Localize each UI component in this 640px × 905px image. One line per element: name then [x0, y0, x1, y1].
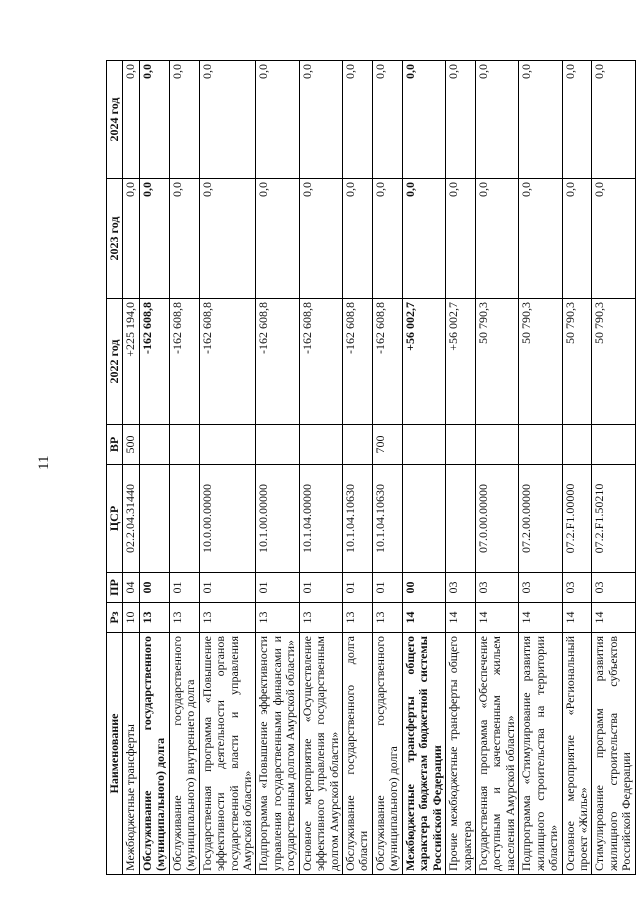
- cell-pr: 03: [475, 573, 518, 603]
- cell-2022: +56 002,7: [446, 299, 476, 425]
- cell-csr: 10.1.04.10630: [343, 465, 373, 573]
- cell-2022: -162 608,8: [256, 299, 299, 425]
- cell-rz: 14: [592, 603, 635, 633]
- cell-2023: 0,0: [475, 179, 518, 299]
- cell-2022: -162 608,8: [299, 299, 342, 425]
- cell-2022: -162 608,8: [343, 299, 373, 425]
- cell-rz: 14: [402, 603, 445, 633]
- cell-name: Государственная программа «Повышение эффективности деятельности органов государственной власти и управления Амурской области»: [199, 633, 256, 875]
- cell-rz: 14: [519, 603, 562, 633]
- cell-vr: [199, 425, 256, 465]
- cell-vr: [343, 425, 373, 465]
- cell-csr: [139, 465, 169, 573]
- cell-pr: 04: [123, 573, 139, 603]
- cell-name: Основное мероприятие «Региональный проект «Жилье»: [562, 633, 592, 875]
- cell-vr: [299, 425, 342, 465]
- cell-2023: 0,0: [446, 179, 476, 299]
- cell-vr: [519, 425, 562, 465]
- cell-2022: -162 608,8: [199, 299, 256, 425]
- cell-csr: 10.1.00.00000: [256, 465, 299, 573]
- cell-rz: 13: [256, 603, 299, 633]
- cell-csr: [402, 465, 445, 573]
- cell-vr: [592, 425, 635, 465]
- cell-2023: 0,0: [256, 179, 299, 299]
- cell-2024: 0,0: [256, 61, 299, 179]
- cell-pr: 00: [139, 573, 169, 603]
- cell-name: Обслуживание государственного (муниципального) внутреннего долга: [169, 633, 199, 875]
- page-number: 11: [36, 455, 52, 470]
- table-row: [475, 61, 518, 875]
- cell-csr: [169, 465, 199, 573]
- cell-2022: 50 790,3: [475, 299, 518, 425]
- cell-2023: 0,0: [372, 179, 402, 299]
- cell-name: Государственная программа «Обеспечение доступным и качественным жильем населения Амурской области»: [475, 633, 518, 875]
- cell-pr: 03: [519, 573, 562, 603]
- cell-csr: 10.1.04.00000: [299, 465, 342, 573]
- cell-vr: [169, 425, 199, 465]
- header-rz: Рз: [107, 603, 123, 633]
- cell-csr: 10.0.00.00000: [199, 465, 256, 573]
- budget-table-container: [106, 61, 634, 875]
- header-2023: 2023 год: [107, 179, 123, 299]
- cell-2023: 0,0: [562, 179, 592, 299]
- cell-rz: 10: [123, 603, 139, 633]
- cell-rz: 13: [343, 603, 373, 633]
- cell-vr: 500: [123, 425, 139, 465]
- cell-name: Обслуживание государственного (муниципального) долга: [372, 633, 402, 875]
- table-row: [562, 61, 592, 875]
- table-body: [123, 61, 635, 875]
- cell-pr: 01: [299, 573, 342, 603]
- cell-2023: 0,0: [343, 179, 373, 299]
- cell-csr: 02.2.04.31440: [123, 465, 139, 573]
- cell-csr: 07.2.F1.50210: [592, 465, 635, 573]
- cell-2022: 50 790,3: [519, 299, 562, 425]
- cell-2022: 50 790,3: [562, 299, 592, 425]
- cell-2024: 0,0: [592, 61, 635, 179]
- cell-2023: 0,0: [592, 179, 635, 299]
- cell-2023: 0,0: [139, 179, 169, 299]
- cell-pr: 03: [562, 573, 592, 603]
- budget-table: [106, 60, 636, 875]
- cell-vr: [139, 425, 169, 465]
- cell-rz: 13: [299, 603, 342, 633]
- cell-rz: 14: [475, 603, 518, 633]
- cell-vr: [475, 425, 518, 465]
- cell-2023: 0,0: [169, 179, 199, 299]
- cell-vr: [446, 425, 476, 465]
- cell-rz: 13: [199, 603, 256, 633]
- table-row: [372, 61, 402, 875]
- table-row: [199, 61, 256, 875]
- cell-2022: -162 608,8: [139, 299, 169, 425]
- cell-2024: 0,0: [475, 61, 518, 179]
- cell-2024: 0,0: [169, 61, 199, 179]
- cell-2023: 0,0: [299, 179, 342, 299]
- cell-2024: 0,0: [123, 61, 139, 179]
- cell-pr: 00: [402, 573, 445, 603]
- cell-pr: 03: [446, 573, 476, 603]
- cell-2024: 0,0: [199, 61, 256, 179]
- cell-2022: +56 002,7: [402, 299, 445, 425]
- cell-2023: 0,0: [519, 179, 562, 299]
- cell-rz: 13: [139, 603, 169, 633]
- cell-name: Подпрограмма «Стимулирование развития жилищного строительства на территории области»: [519, 633, 562, 875]
- cell-2022: 50 790,3: [592, 299, 635, 425]
- cell-name: Прочие межбюджетные трансферты общего характера: [446, 633, 476, 875]
- table-row: [343, 61, 373, 875]
- cell-2024: 0,0: [299, 61, 342, 179]
- cell-pr: 01: [199, 573, 256, 603]
- cell-vr: [562, 425, 592, 465]
- cell-2024: 0,0: [139, 61, 169, 179]
- cell-2022: -162 608,8: [169, 299, 199, 425]
- cell-2024: 0,0: [372, 61, 402, 179]
- cell-2024: 0,0: [343, 61, 373, 179]
- cell-2024: 0,0: [402, 61, 445, 179]
- table-row: [446, 61, 476, 875]
- cell-2024: 0,0: [562, 61, 592, 179]
- header-name: Наименование: [107, 633, 123, 875]
- cell-2023: 0,0: [199, 179, 256, 299]
- cell-2023: 0,0: [123, 179, 139, 299]
- cell-2024: 0,0: [519, 61, 562, 179]
- table-header-row: [107, 61, 123, 875]
- table-row: [519, 61, 562, 875]
- cell-name: Обслуживание государственного (муниципального) долга: [139, 633, 169, 875]
- table-row: [256, 61, 299, 875]
- table-row: [592, 61, 635, 875]
- cell-csr: 07.0.00.00000: [475, 465, 518, 573]
- cell-name: Обслуживание государственного долга области: [343, 633, 373, 875]
- cell-name: Межбюджетные трансферты общего характера бюджетам бюджетной системы Российской Федерации: [402, 633, 445, 875]
- cell-name: Основное мероприятие «Осуществление эффективного управления государственным долгом Амурской области»: [299, 633, 342, 875]
- header-vr: ВР: [107, 425, 123, 465]
- cell-rz: 14: [446, 603, 476, 633]
- cell-pr: 01: [343, 573, 373, 603]
- cell-pr: 01: [256, 573, 299, 603]
- cell-name: Подпрограмма «Повышение эффективности управления государственными финансами и государственным долгом Амурской области»: [256, 633, 299, 875]
- table-row: [299, 61, 342, 875]
- cell-csr: 10.1.04.10630: [372, 465, 402, 573]
- header-2022: 2022 год: [107, 299, 123, 425]
- cell-vr: [256, 425, 299, 465]
- cell-2022: -162 608,8: [372, 299, 402, 425]
- cell-rz: 14: [562, 603, 592, 633]
- cell-pr: 01: [169, 573, 199, 603]
- table-row: [402, 61, 445, 875]
- cell-rz: 13: [372, 603, 402, 633]
- cell-csr: 07.2.F1.00000: [562, 465, 592, 573]
- cell-2024: 0,0: [446, 61, 476, 179]
- cell-name: Стимулирование программ развития жилищного строительства субъектов Российской Федерации: [592, 633, 635, 875]
- cell-vr: [402, 425, 445, 465]
- header-2024: 2024 год: [107, 61, 123, 179]
- cell-pr: 01: [372, 573, 402, 603]
- cell-name: Межбюджетные трансферты: [123, 633, 139, 875]
- cell-csr: [446, 465, 476, 573]
- header-pr: ПР: [107, 573, 123, 603]
- header-csr: ЦСР: [107, 465, 123, 573]
- table-row: [139, 61, 169, 875]
- table-row: [169, 61, 199, 875]
- cell-vr: 700: [372, 425, 402, 465]
- cell-rz: 13: [169, 603, 199, 633]
- cell-pr: 03: [592, 573, 635, 603]
- cell-2022: +225 194,0: [123, 299, 139, 425]
- cell-csr: 07.2.00.00000: [519, 465, 562, 573]
- cell-2023: 0,0: [402, 179, 445, 299]
- table-row: [123, 61, 139, 875]
